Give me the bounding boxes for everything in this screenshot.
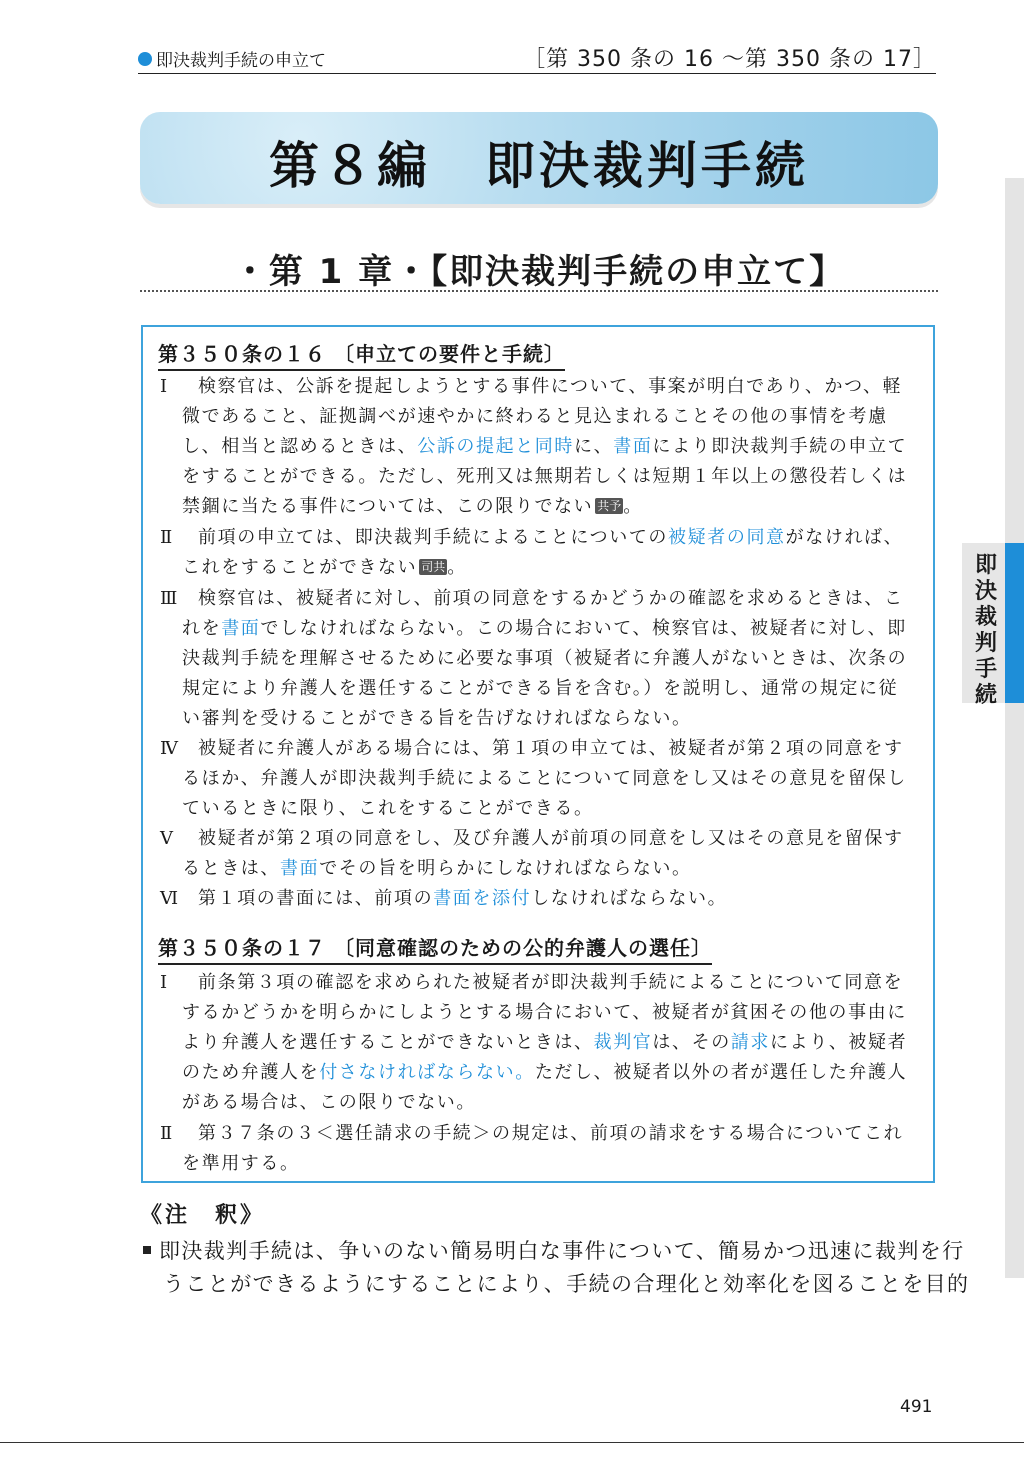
side-tab-label: 即決裁判手続 (974, 553, 997, 708)
article-16-para-5 (160, 824, 920, 884)
text-span: し、相当と認めるときは、 (182, 436, 418, 457)
text-span: より弁護人を選任することができないときは、 (182, 1032, 594, 1053)
side-index-tab[interactable] (962, 543, 1024, 708)
side-tab-accent (1005, 543, 1024, 703)
highlight-term: 請求 (730, 1032, 771, 1053)
para-number: Ⅲ (160, 588, 179, 609)
exam-tag-badge: 共予 (597, 499, 622, 513)
side-index-strip (1005, 178, 1024, 1278)
page-number: 491 (900, 1397, 933, 1417)
text-span: がなければ、 (785, 527, 904, 548)
text-span: ただし、被疑者以外の者が選任した弁護人 (534, 1062, 908, 1083)
highlight-term: 付さなければならない。 (319, 1062, 535, 1083)
header-article-range: ［第 350 条の 16 ～第 350 条の 17］ (523, 47, 936, 72)
para-number: Ⅴ (160, 828, 175, 849)
text-line: ているときに限り、これをすることができる。 (182, 798, 594, 819)
text-span: 前項の申立ては、即決裁判手続によることについての (198, 527, 669, 548)
text-span: れを (182, 618, 222, 639)
running-header (138, 42, 936, 74)
text-line (182, 1058, 920, 1088)
text-line (182, 1028, 920, 1058)
text-span: でその旨を明らかにしなければならない。 (319, 858, 692, 879)
text-line: 決裁判手続を理解させるために必要な事項（被疑者に弁護人がないときは、次条の (182, 648, 908, 669)
text-line: うことができるようにすることにより、手続の合理化と効率化を図ることを目的 (163, 1272, 970, 1296)
article-17-title: 第３５０条の１７ 〔同意確認のための公的弁護人の選任〕 (158, 932, 712, 965)
text-span: により即決裁判手続の申立て (652, 436, 908, 457)
chapter-title: ・第 1 章・【即決裁判手続の申立て】 (232, 252, 846, 292)
text-line: 微であること、証拠調べが速やかに終わると見込まれることその他の事情を考慮 (182, 406, 888, 427)
text-span: により、被疑者 (770, 1032, 908, 1053)
text-line: を準用する。 (182, 1153, 300, 1174)
text-span: 第１項の書面には、前項の (198, 888, 434, 909)
text-span: 即決裁判手続は、争いのない簡易明白な事件について、簡易かつ迅速に裁判を行 (159, 1239, 965, 1263)
text-span: 。 (623, 496, 643, 517)
article-16-title: 第３５０条の１６ 〔申立ての要件と手続〕 (158, 338, 565, 371)
article-17-para-1 (160, 968, 920, 1118)
text-line: 検察官は、公訴を提起しようとする事件について、事案が明白であり、かつ、軽 (198, 376, 903, 397)
text-line: い審判を受けることができる旨を告げなければならない。 (182, 708, 692, 729)
text-span: に、 (574, 436, 614, 457)
text-span: は、その (652, 1032, 731, 1053)
para-number: Ⅰ (160, 972, 169, 993)
header-divider (138, 73, 936, 74)
commentary-heading: 《注 釈》 (140, 1203, 266, 1228)
highlight-term: 被疑者の同意 (668, 527, 786, 548)
highlight-term: 書面 (221, 618, 261, 639)
text-span: これをすることができない (182, 557, 418, 578)
text-line (182, 884, 920, 914)
text-line: 検察官は、被疑者に対し、前項の同意をするかどうかの確認を求めるときは、こ (198, 588, 904, 609)
text-span: でしなければならない。この場合において、検察官は、被疑者に対し、即 (260, 618, 907, 639)
text-line: 被疑者が第２項の同意をし、及び弁護人が前項の同意をし又はその意見を留保す (198, 828, 904, 849)
para-number: Ⅱ (160, 527, 174, 548)
text-line (143, 1235, 965, 1268)
highlight-term: 書面を添付 (433, 888, 532, 909)
article-16-para-2 (160, 523, 920, 583)
text-span: 。 (447, 557, 467, 578)
article-16-para-4 (160, 734, 920, 824)
square-bullet-icon (143, 1246, 151, 1254)
highlight-term: 公訴の提起と同時 (417, 436, 575, 457)
highlight-term: 裁判官 (593, 1032, 653, 1053)
para-number: Ⅰ (160, 376, 169, 397)
text-line: 第３７条の３＜選任請求の手続＞の規定は、前項の請求をする場合についてこれ (198, 1123, 904, 1144)
para-number: Ⅵ (160, 888, 180, 909)
part-title: 第８編 即決裁判手続 (269, 137, 809, 195)
text-line (182, 492, 920, 522)
text-line: がある場合は、この限りでない。 (182, 1092, 476, 1113)
highlight-term: 書面 (280, 858, 320, 879)
text-line: るほか、弁護人が即決裁判手続によることについて同意をし又はその意見を留保し (182, 768, 907, 789)
highlight-term: 書面 (613, 436, 653, 457)
text-span: るときは、 (182, 858, 280, 879)
text-line (182, 553, 920, 583)
article-16-para-6 (160, 884, 920, 914)
para-number: Ⅳ (160, 738, 180, 759)
text-span: 禁錮に当たる事件については、この限りでない (182, 496, 594, 517)
text-span: しなければならない。 (531, 888, 728, 909)
text-line (182, 432, 920, 462)
text-line: をすることができる。ただし、死刑又は無期若しくは短期１年以上の懲役若しくは (182, 466, 908, 487)
text-line: 被疑者に弁護人がある場合には、第１項の申立ては、被疑者が第２項の同意をす (198, 738, 904, 759)
article-17-para-2 (160, 1119, 920, 1179)
header-section-title: 即決裁判手続の申立て (156, 51, 326, 71)
text-line: 規定により弁護人を選任することができる旨を含む。）を説明し、通常の規定に従 (182, 678, 899, 699)
text-line (182, 614, 920, 644)
exam-tag-badge: 司共 (421, 560, 446, 574)
part-banner (140, 112, 938, 204)
text-line: 前条第３項の確認を求められた被疑者が即決裁判手続によることについて同意を (198, 972, 904, 993)
article-16-para-1 (160, 372, 920, 522)
para-number: Ⅱ (160, 1123, 174, 1144)
bullet-dot-icon (138, 52, 152, 66)
chapter-divider (140, 290, 938, 292)
page-bottom-rule (0, 1442, 1024, 1443)
commentary-text (143, 1235, 970, 1301)
text-span: のため弁護人を (182, 1062, 320, 1083)
article-16-para-3 (160, 584, 920, 734)
header-section (138, 46, 326, 71)
text-line (182, 523, 920, 553)
text-line (182, 854, 920, 884)
text-line: するかどうかを明らかにしようとする場合において、被疑者が貧困その他の事由に (182, 1002, 907, 1023)
